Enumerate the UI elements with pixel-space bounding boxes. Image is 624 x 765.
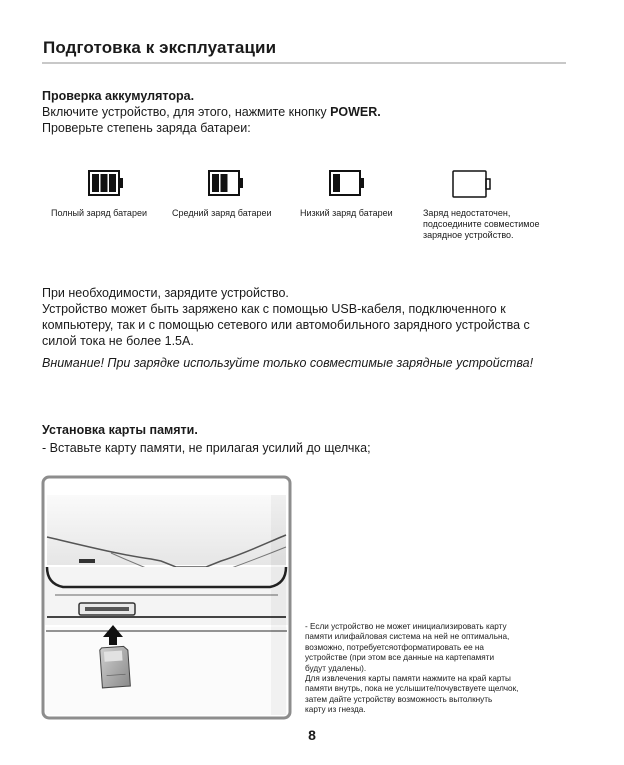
charging-warning: Внимание! При зарядке используйте только совместимые зарядные устройства!: [42, 356, 534, 370]
battery-low-icon: [329, 170, 365, 196]
memory-card-instruction: - Вставьте карту памяти, не прилагая усилий до щелчка;: [42, 441, 371, 455]
page-number: 8: [308, 727, 316, 743]
charging-line4: силой тока не более 1.5A.: [42, 334, 194, 348]
battery-empty-caption: [423, 208, 539, 241]
battery-full-caption: Полный заряд батареи: [51, 208, 147, 218]
note-line: памяти илифайловая система на ней не оптимальна,: [305, 632, 510, 642]
power-button-label: POWER.: [330, 105, 381, 119]
battery-low-caption: Низкий заряд батареи: [300, 208, 393, 218]
battery-full-icon: [88, 170, 124, 196]
battery-medium-icon: [208, 170, 244, 196]
note-line: устройстве (при этом все данные на картепамяти: [305, 653, 495, 663]
memory-card-heading: Установка карты памяти.: [42, 423, 198, 437]
title-divider: [42, 62, 566, 64]
page-title: Подготовка к эксплуатации: [43, 38, 277, 57]
battery-instruction-line2: Проверьте степень заряда батареи:: [42, 121, 251, 135]
charging-line2: Устройство может быть заряжено как с помощью USB-кабеля, подключенного к: [42, 302, 506, 316]
note-line: памяти внутрь, пока не услышите/почувствуете щелчок,: [305, 684, 519, 694]
note-line: Для извлечения карты памяти нажмите на край карты: [305, 674, 511, 684]
charging-line3: компьютеру, так и с помощью сетевого или автомобильного зарядного устройства с: [42, 318, 530, 332]
note-line: карту из гнезда.: [305, 705, 366, 715]
battery-empty-icon: [452, 170, 492, 198]
battery-instruction-text: Включите устройство, для этого, нажмите кнопку: [42, 105, 331, 119]
note-line: будут удалены).: [305, 663, 367, 673]
battery-instruction-line1: [42, 104, 381, 120]
battery-check-heading: Проверка аккумулятора.: [42, 89, 195, 103]
card-insertion-illustration: [41, 475, 292, 720]
battery-medium-caption: Средний заряд батареи: [172, 208, 272, 218]
battery-empty-caption-line: Заряд недостаточен,: [423, 208, 511, 218]
note-line: - Если устройство не может инициализировать карту: [305, 622, 507, 631]
memory-card-note: [305, 622, 567, 716]
battery-empty-caption-line: подсоедините совместимое: [423, 219, 540, 229]
note-line: возможно, потребуетсяотформатировать ее на: [305, 642, 484, 652]
note-line: затем дайте устройству возможность вытолкнуть: [305, 694, 493, 704]
charging-line1: При необходимости, зарядите устройство.: [42, 286, 289, 300]
battery-empty-caption-line: зарядное устройство.: [423, 230, 514, 240]
